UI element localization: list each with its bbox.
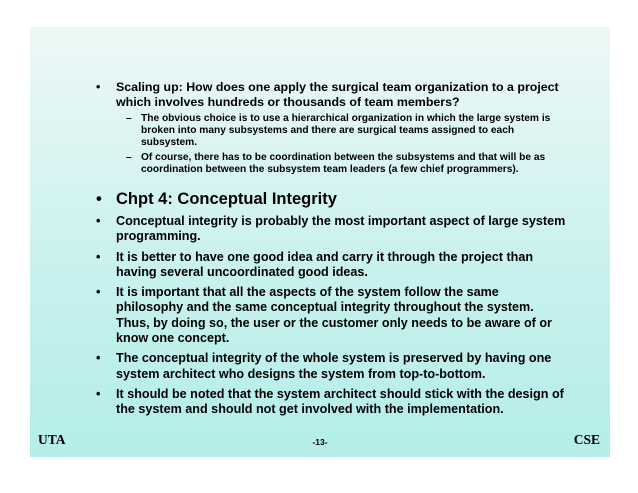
bullet-text: The conceptual integrity of the whole system is preserved by having one system architect who designs the system from top-to-bottom.: [116, 351, 552, 381]
bullet-icon: •: [96, 386, 101, 401]
bullet-text: Scaling up: How does one apply the surgical team organization to a project which involves hundreds or thousands of team members?: [116, 80, 559, 109]
heading-text: Chpt 4: Conceptual Integrity: [116, 190, 337, 208]
bullet-icon: •: [96, 249, 101, 264]
slide: [30, 27, 610, 457]
bullet-integrity-2: [96, 250, 566, 281]
bullet-icon: •: [96, 214, 101, 228]
sub-bullet-coordination: [96, 152, 566, 176]
slide-content: [96, 80, 566, 418]
bullet-text: It is better to have one good idea and carry it through the project than having several uncoordinated good ideas.: [116, 249, 534, 279]
bullet-icon: •: [96, 190, 102, 208]
footer-left: UTA: [38, 432, 66, 447]
section-heading: [96, 190, 566, 209]
bullet-integrity-1: [96, 214, 566, 245]
bullet-integrity-3: [96, 285, 566, 346]
bullet-integrity-5: [96, 387, 566, 418]
bullet-icon: •: [96, 351, 101, 366]
footer-right: CSE: [573, 432, 600, 447]
sub-bullet-text: Of course, there has to be coordination between the subsystems and that will be as coordination between the subsystem team leaders (a few chief programmers).: [141, 152, 546, 175]
bullet-text: It should be noted that the system architect should stick with the design of the system and should not get involved with the implementation.: [116, 386, 564, 417]
bullet-integrity-4: [96, 351, 566, 382]
sub-bullet-text: The obvious choice is to use a hierarchical organization in which the large system is broken into many subsystems and there are surgical teams assigned to each subsystem.: [141, 113, 551, 148]
bullet-icon: •: [96, 80, 101, 94]
bullet-text: It is important that all the aspects of the system follow the same philosophy and the same conceptual integrity throughout the system. Thus, by doing so, the user or the customer only needs to be aware of or know one concept.: [116, 285, 552, 346]
bullet-scaling-up: [96, 80, 566, 110]
bullet-icon: •: [96, 285, 101, 300]
bullet-text: Conceptual integrity is probably the most important aspect of large system programming.: [116, 214, 566, 244]
dash-icon: –: [126, 152, 132, 163]
page-number: -13-: [312, 437, 328, 447]
sub-bullet-hierarchical: [96, 113, 566, 149]
dash-icon: –: [126, 113, 132, 124]
